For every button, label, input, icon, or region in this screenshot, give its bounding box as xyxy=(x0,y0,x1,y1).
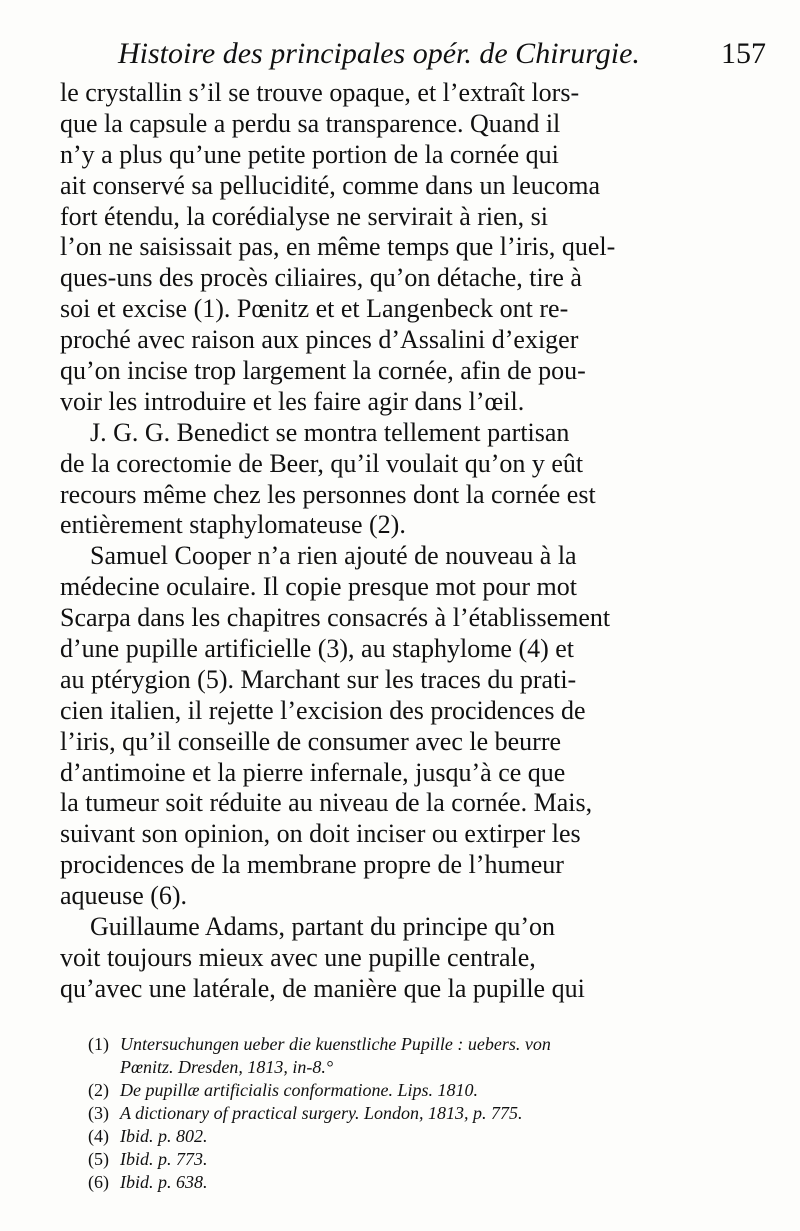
footnote-number: (3) xyxy=(88,1103,109,1123)
text-line: ait conservé sa pellucidité, comme dans un leucoma xyxy=(60,170,601,200)
footnote-text: De pupillæ artificialis conformatione. Lips. 1810. xyxy=(120,1080,479,1100)
text-line: la tumeur soit réduite au niveau de la cornée. Mais, xyxy=(60,788,593,818)
text-line: fort étendu, la corédialyse ne servirait à rien, si xyxy=(60,201,549,231)
text-line: de la corectomie de Beer, qu’il voulait qu’on y eût xyxy=(60,448,584,478)
text-line: Scarpa dans les chapitres consacrés à l’établissement xyxy=(60,603,611,633)
text-line: que la capsule a perdu sa transparence. Quand il xyxy=(60,108,561,138)
footnote-text: Ibid. p. 773. xyxy=(120,1149,208,1169)
paragraph-start-line: J. G. G. Benedict se montra tellement partisan xyxy=(90,417,570,447)
footnote-text: Untersuchungen ueber die kuenstliche Pupille : uebers. von xyxy=(120,1034,551,1054)
text-line: voir les introduire et les faire agir dans l’œil. xyxy=(60,386,525,416)
footnote-text: Ibid. p. 638. xyxy=(120,1172,208,1192)
footnote-text: A dictionary of practical surgery. London, 1813, p. 775. xyxy=(120,1103,523,1123)
page-number: 157 xyxy=(721,37,766,70)
text-line: recours même chez les personnes dont la cornée est xyxy=(60,479,596,509)
text-line: proché avec raison aux pinces d’Assalini d’exiger xyxy=(60,325,579,355)
footnote-3 xyxy=(88,1102,768,1125)
footnotes xyxy=(88,1033,768,1194)
text-line: voit toujours mieux avec une pupille centrale, xyxy=(60,942,536,972)
footnote-number: (5) xyxy=(88,1149,109,1169)
footnote-4 xyxy=(88,1125,768,1148)
footnote-1 xyxy=(88,1033,768,1056)
footnote-1-continuation: Pœnitz. Dresden, 1813, in-8.° xyxy=(120,1057,334,1077)
text-line: médecine oculaire. Il copie presque mot pour mot xyxy=(60,572,577,602)
footnote-number: (1) xyxy=(88,1034,109,1054)
text-line: au ptérygion (5). Marchant sur les traces du prati- xyxy=(60,664,577,694)
footnote-number: (6) xyxy=(88,1172,109,1192)
text-line: d’antimoine et la pierre infernale, jusqu’à ce que xyxy=(60,757,566,787)
text-line: l’iris, qu’il conseille de consumer avec le beurre xyxy=(60,726,562,756)
paragraph-start-line: Guillaume Adams, partant du principe qu’on xyxy=(90,912,556,942)
text-line: suivant son opinion, on doit inciser ou extirper les xyxy=(60,819,581,849)
footnote-5 xyxy=(88,1148,768,1171)
running-header xyxy=(118,34,766,74)
body-text xyxy=(60,78,778,1005)
text-line: entièrement staphylomateuse (2). xyxy=(60,510,406,540)
text-line: aqueuse (6). xyxy=(60,881,188,911)
text-line: qu’on incise trop largement la cornée, afin de pou- xyxy=(60,356,586,386)
text-line: d’une pupille artificielle (3), au staphylome (4) et xyxy=(60,634,575,664)
text-line: ques-uns des procès ciliaires, qu’on détache, tire à xyxy=(60,263,582,293)
footnote-text: Ibid. p. 802. xyxy=(120,1126,208,1146)
footnote-number: (2) xyxy=(88,1080,109,1100)
footnote-6 xyxy=(88,1171,768,1194)
paragraph-start-line: Samuel Cooper n’a rien ajouté de nouveau à la xyxy=(90,541,577,571)
footnote-2 xyxy=(88,1079,768,1102)
text-line: le crystallin s’il se trouve opaque, et l’extraît lors- xyxy=(60,78,580,107)
footnote-number: (4) xyxy=(88,1126,109,1146)
text-line: qu’avec une latérale, de manière que la pupille qui xyxy=(60,973,585,1003)
text-line: soi et excise (1). Pœnitz et et Langenbeck ont re- xyxy=(60,294,569,324)
text-line: n’y a plus qu’une petite portion de la cornée qui xyxy=(60,139,559,169)
running-title: Histoire des principales opér. de Chirurgie. xyxy=(118,37,640,70)
text-line: cien italien, il rejette l’excision des procidences de xyxy=(60,695,586,725)
text-line: procidences de la membrane propre de l’humeur xyxy=(60,850,564,880)
text-line: l’on ne saisissait pas, en même temps que l’iris, quel- xyxy=(60,232,616,262)
